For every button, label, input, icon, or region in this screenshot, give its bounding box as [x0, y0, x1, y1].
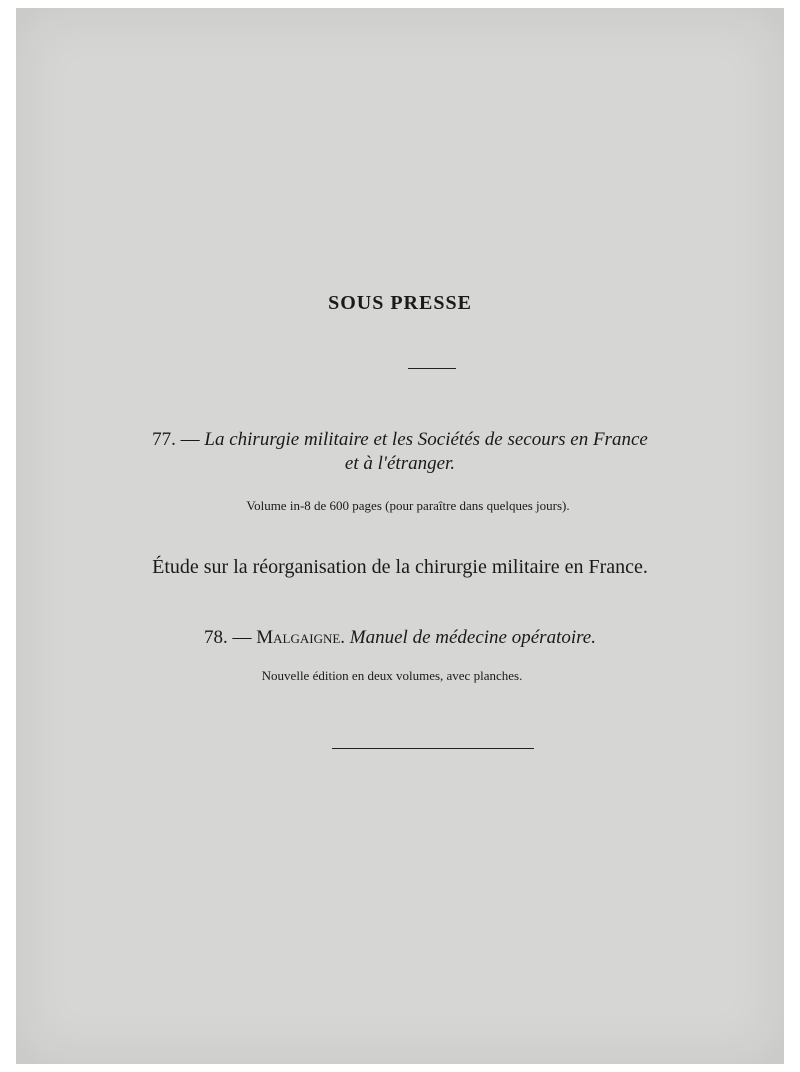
section-heading: SOUS PRESSE	[328, 292, 472, 314]
entry-78-title	[16, 626, 784, 650]
divider-rule	[408, 368, 456, 369]
entry-77-title	[16, 428, 784, 452]
entry-77-number: 77. —	[152, 429, 200, 450]
divider-rule-bottom	[332, 748, 534, 749]
entry-78-book-title: Manuel de médecine opératoire.	[349, 627, 596, 648]
entry-78-note: Nouvelle édition en deux volumes, avec planches.	[261, 668, 523, 683]
entry-77-title-line1: La chirurgie militaire et les Sociétés de secours en France	[204, 429, 648, 450]
etude-title: Étude sur la réorganisation de la chirurgie militaire en France.	[152, 556, 648, 578]
entry-77-title-line2: et à l'étranger.	[344, 453, 456, 474]
page-content	[16, 8, 784, 1064]
entry-78-author: Malgaigne.	[256, 627, 346, 648]
entry-77-note: Volume in-8 de 600 pages (pour paraître dans quelques jours).	[246, 498, 570, 513]
scanned-page	[16, 8, 784, 1064]
entry-78-number: 78. —	[203, 627, 252, 648]
